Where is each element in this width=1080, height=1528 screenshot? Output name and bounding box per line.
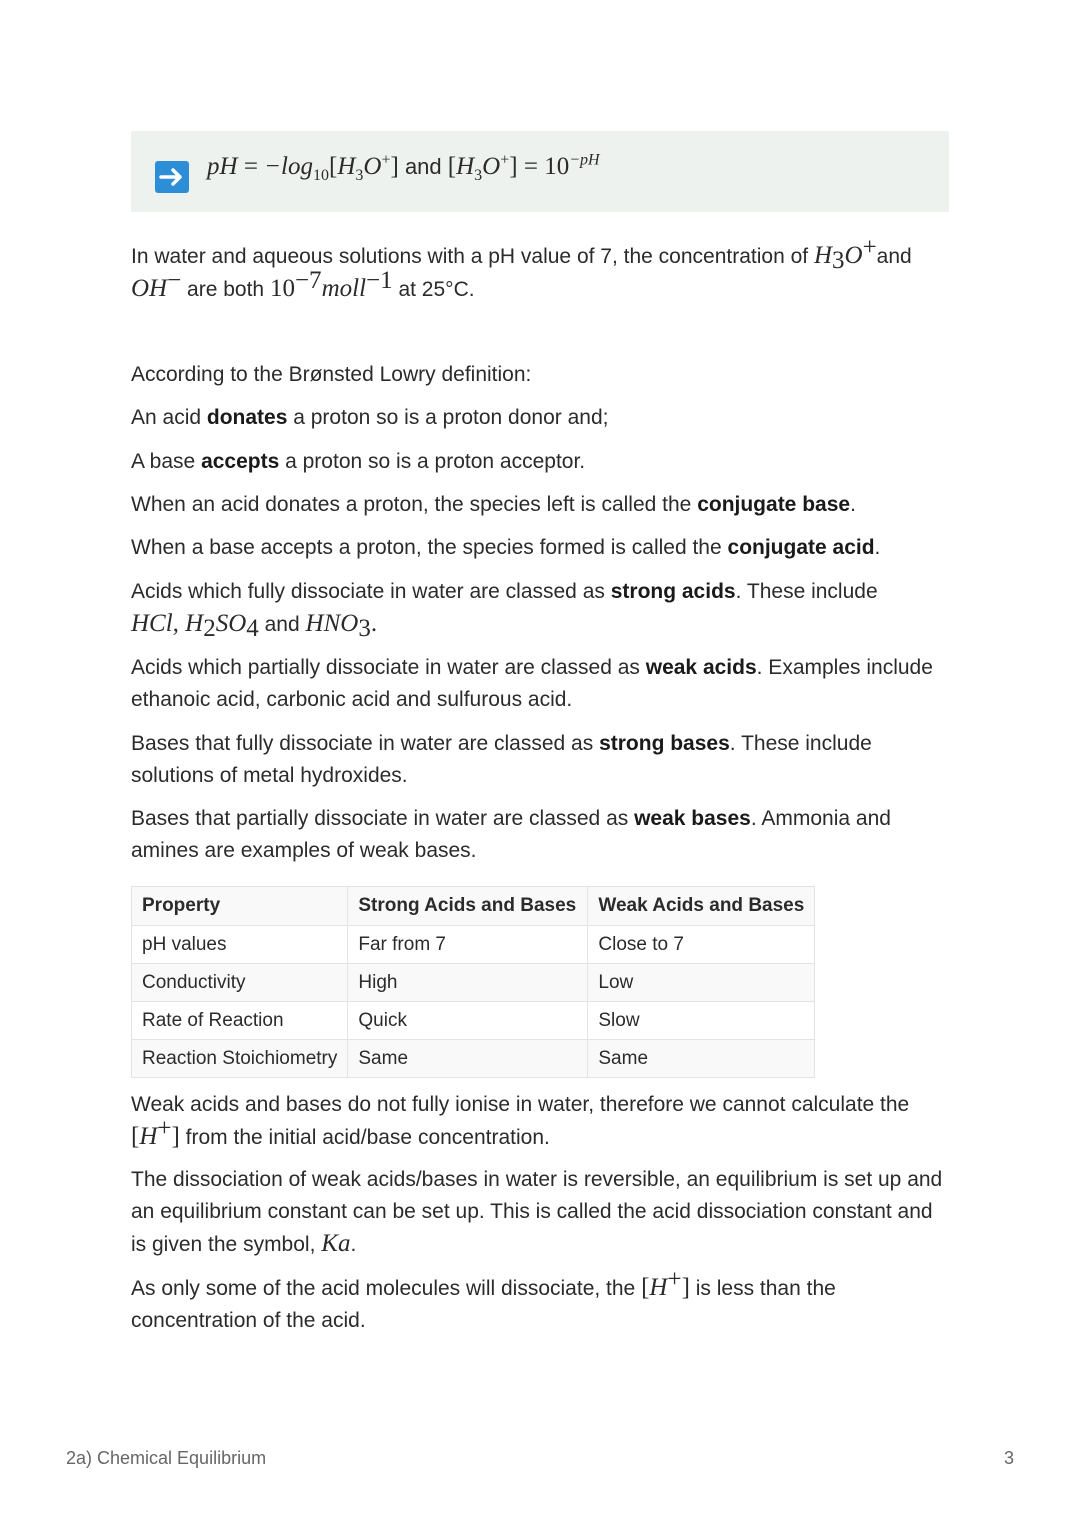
conjugate-acid-definition: When a base accepts a proton, the species formed is called the conjugate acid. [131,536,881,559]
arrow-right-icon [155,161,189,193]
water-concentration-paragraph: In water and aqueous solutions with a pH value of 7, the concentration of $H_3O^+and$ OH− are both $10^{-7}moll^{-1}$ at 25°C. [131,234,912,302]
table-header: Weak Acids and Bases [588,887,815,926]
table-cell: Rate of Reaction [132,1002,348,1040]
table-cell: Close to 7 [588,926,815,964]
table-row [132,926,815,964]
table-header-row [132,887,815,926]
footer-section-title: 2a) Chemical Equilibrium [66,1448,267,1468]
weak-bases-paragraph: Bases that partially dissociate in water are classed as weak bases. Ammonia and amines are examples of weak bases. [131,807,891,862]
table-cell: Same [348,1040,588,1078]
strong-acids-paragraph: Acids which fully dissociate in water are classed as strong acids. These include HCl, $H_2SO_4$ and $HNO_3$. [131,580,878,643]
base-definition: A base accepts a proton so is a proton acceptor. [131,450,586,473]
strong-bases-paragraph: Bases that fully dissociate in water are classed as strong bases. These include solutions of metal hydroxides. [131,732,872,787]
table-cell: Reaction Stoichiometry [132,1040,348,1078]
table-cell: High [348,964,588,1002]
dissociation-paragraph: The dissociation of weak acids/bases in water is reversible, an equilibrium is set up and an equilibrium constant can be set up. This is called the acid dissociation constant and is given the symbol, Ka. [131,1168,943,1257]
less-than-paragraph: As only some of the acid molecules will dissociate, the [H+] is less than the concentration of the acid. [131,1266,836,1332]
table-cell: Same [588,1040,815,1078]
table-row [132,1002,815,1040]
table-cell: Low [588,964,815,1002]
weak-acids-paragraph: Acids which partially dissociate in water are classed as weak acids. Examples include ethanoic acid, carbonic acid and sulfurous acid. [131,656,933,711]
table-cell: pH values [132,926,348,964]
table-cell: Conductivity [132,964,348,1002]
table-header: Strong Acids and Bases [348,887,588,926]
table-cell: Far from 7 [348,926,588,964]
table-row [132,1040,815,1078]
conjugate-base-definition: When an acid donates a proton, the species left is called the conjugate base. [131,493,856,516]
table-row [132,964,815,1002]
page-number: 3 [1003,1448,1014,1468]
bronsted-intro: According to the Brønsted Lowry definition: [131,363,532,386]
ph-formula: pH = $-\log_{10}[H_3O^+]$ and $[H_3O^+] = 10^{-pH}$ [207,151,600,184]
table-cell: Slow [588,1002,815,1040]
acid-base-properties-table [131,886,815,1078]
table-cell: Quick [348,1002,588,1040]
acid-definition: An acid donates a proton so is a proton donor and; [131,406,609,429]
table-header: Property [132,887,348,926]
ionise-paragraph: Weak acids and bases do not fully ionise in water, therefore we cannot calculate the [H+] from the initial acid/base concentration. [131,1093,910,1150]
formula-callout [131,131,949,212]
